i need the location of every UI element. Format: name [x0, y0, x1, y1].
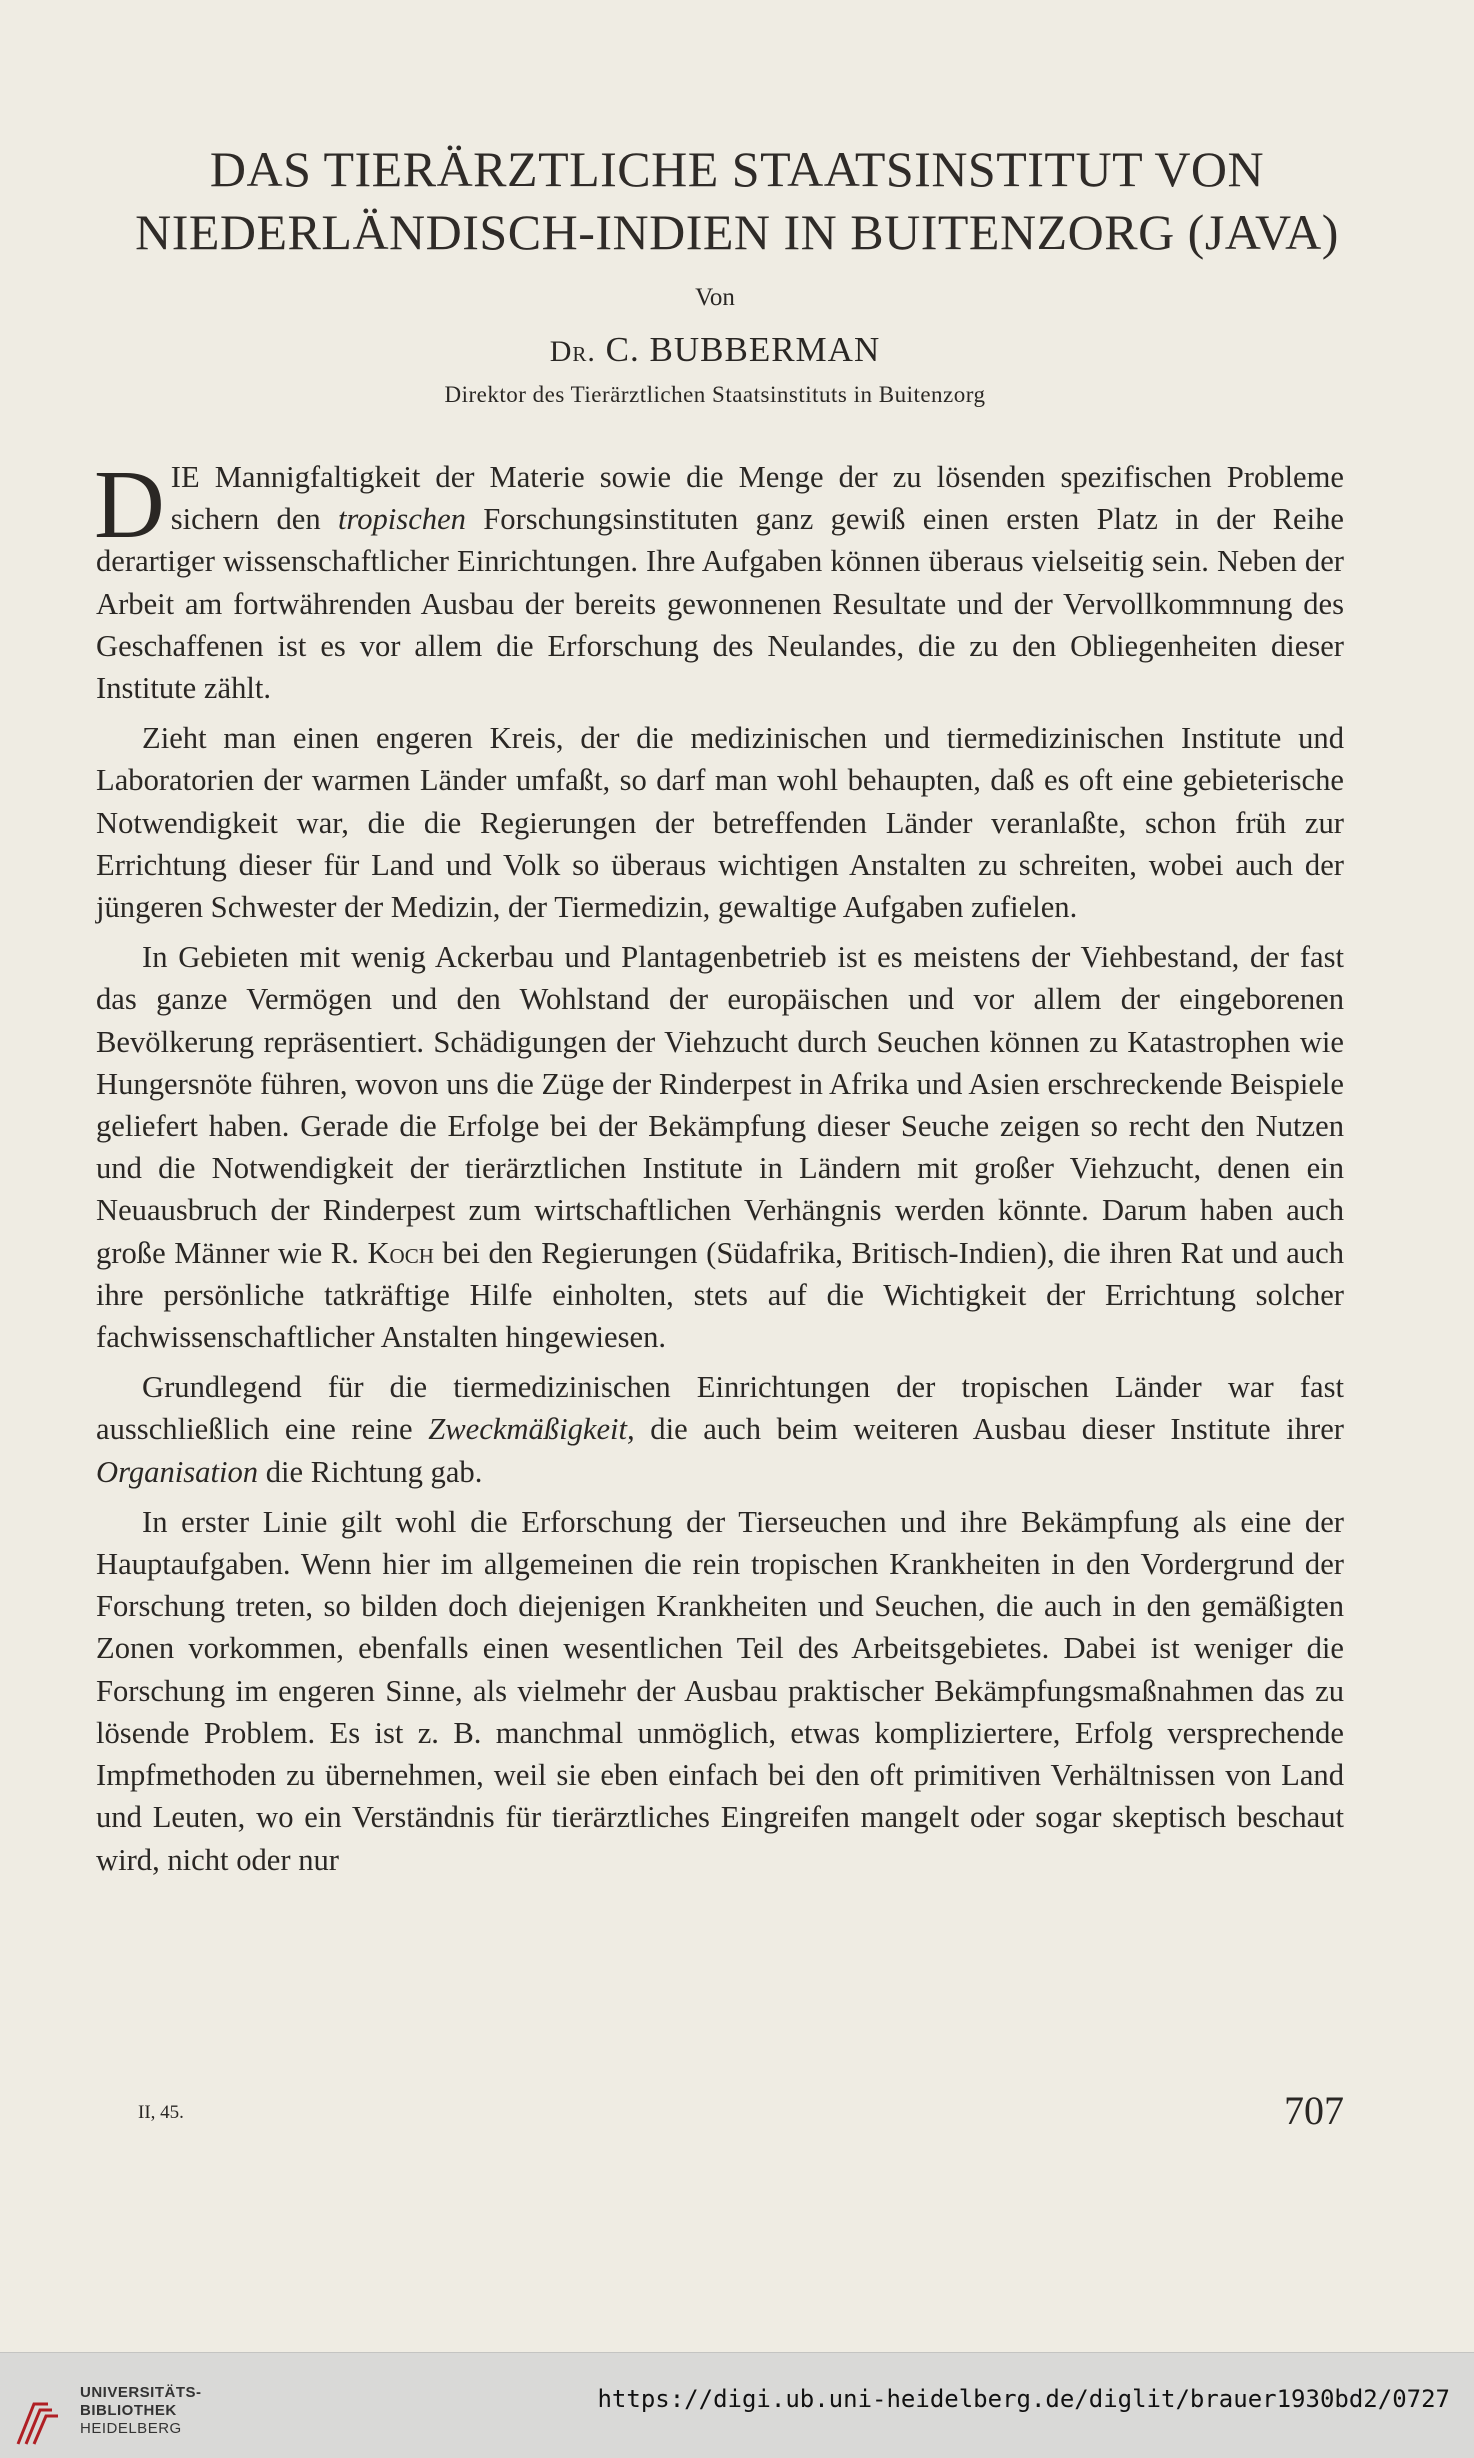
byline-von: Von — [695, 284, 735, 311]
paragraph-1-text-c: Forschungsinstituten ganz gewiß einen ersten Platz in der Reihe derartiger wissenschaftlicher Einrichtungen. Ihre Aufgaben können überaus vielseitig sein. Neben der Arbeit am fortwährenden Ausbau der bereits gewonnenen Resultate und der Vervollkommnung des Geschaffenen ist es vor allem die Erforschung des Neulandes, die zu den Obliegenheiten dieser Institute zählt. — [96, 502, 1344, 706]
paragraph-4-text-a: Grundlegend für die tiermedizinischen Einrichtungen der tropischen Länder war fast ausschließlich eine reine — [96, 1370, 1344, 1447]
drop-cap: D — [94, 451, 165, 559]
title-line-2: NIEDERLÄNDISCH-INDIEN IN BUITENZORG (JAVA) — [135, 204, 1339, 260]
article-body — [94, 451, 1344, 1881]
paragraph-1 — [94, 451, 1344, 709]
author-prefix: Dr. — [549, 335, 596, 368]
title-line-1: DAS TIERÄRZTLICHE STAATSINSTITUT VON — [209, 141, 1265, 197]
author-affiliation: Direktor des Tierärztlichen Staatsinstituts in Buitenzorg — [444, 382, 986, 407]
article-title — [80, 138, 1394, 264]
paragraph-2: Zieht man einen engeren Kreis, der die medizinischen und tiermedizinischen Institute und Laboratorien der warmen Länder umfaßt, so darf man wohl behaupten, daß es oft eine gebieterische Notwendigkeit war, die die Regierungen der betreffenden Länder veranlaßte, schon früh zur Errichtung dieser für Land und Volk so überaus wichtigen Anstalten zu schreiten, wobei auch der jüngeren Schwester der Medizin, der Tiermedizin, gewaltige Aufgaben zufielen. — [96, 721, 1344, 925]
library-name-line-1: UNIVERSITÄTS- — [80, 2384, 202, 2401]
paragraph-4-text-c: die auch beim weiteren Ausbau dieser Institute ihrer — [634, 1412, 1344, 1447]
author — [0, 330, 1430, 370]
paragraph-3-text-c: bei den Regierungen (Südafrika, Britisch-Indien), die ihren Rat und auch ihre persönliche tatkräftige Hilfe einholten, stets auf die Wichtigkeit der Errichtung solcher fachwissenschaftlicher Anstalten hingewiesen. — [96, 1235, 1344, 1355]
library-name[interactable] — [80, 2384, 202, 2438]
signature-mark: II, 45. — [138, 2102, 184, 2123]
library-name-line-2: BIBLIOTHEK — [80, 2402, 177, 2419]
library-name-line-3: HEIDELBERG — [80, 2420, 182, 2437]
permalink-url[interactable]: https://digi.ub.uni-heidelberg.de/diglit/brauer1930bd2/0727 — [597, 2385, 1450, 2413]
paragraph-5: In erster Linie gilt wohl die Erforschung der Tierseuchen und ihre Bekämpfung als eine der Hauptaufgaben. Wenn hier im allgemeinen die rein tropischen Krankheiten in den Vordergrund der Forschung treten, so bilden doch diejenigen Krankheiten und Seuchen, die auch in den gemäßigten Zonen vorkommen, ebenfalls einen wesentlichen Teil des Arbeitsgebietes. Dabei ist weniger die Forschung im engeren Sinne, als vielmehr der Ausbau praktischer Bekämpfungsmaßnahmen das zu lösende Problem. Es ist z. B. manchmal unmöglich, etwas kompliziertere, Erfolg versprechende Impfmethoden zu übernehmen, weil sie eben einfach bei den oft primitiven Verhältnissen von Land und Leuten, wo ein Verständnis für tierärztliches Eingreifen mangelt oder sogar skeptisch beschaut wird, nicht oder nur — [96, 1504, 1344, 1877]
paragraph-4 — [96, 1366, 1344, 1493]
emphasis-tropischen: tropischen — [337, 502, 466, 537]
page-number: 707 — [1284, 2088, 1344, 2133]
author-name: C. BUBBERMAN — [605, 330, 881, 369]
name-koch: Koch — [367, 1235, 434, 1270]
emphasis-zweckmaessigkeit: Zweckmäßigkeit, — [428, 1412, 635, 1447]
paragraph-3 — [96, 936, 1344, 1358]
library-logo-icon[interactable] — [14, 2398, 68, 2448]
emphasis-organisation: Organisation — [96, 1454, 259, 1489]
paragraph-3-text-a: In Gebieten mit wenig Ackerbau und Plantagenbetrieb ist es meistens der Viehbestand, der fast das ganze Vermögen und den Wohlstand der europäischen und vor allem der eingeborenen Bevölkerung repräsentiert. Schädigungen der Viehzucht durch Seuchen können zu Katastrophen wie Hungersnöte führen, wovon uns die Züge der Rinderpest in Afrika und Asien erschreckende Beispiele geliefert haben. Gerade die Erfolge bei der Bekämpfung dieser Seuche zeigen so recht den Nutzen und die Notwendigkeit der tierärztlichen Institute in Ländern mit großer Viehzucht, denen ein Neuausbruch der Rinderpest zum wirtschaftlichen Verhängnis werden könnte. Darum haben auch große Männer wie R. — [96, 940, 1344, 1270]
paragraph-1-text-a: IE Mannigfaltigkeit der Materie sowie die Menge der zu lösenden spezifischen Probleme sichern den — [170, 460, 1344, 537]
paragraph-4-text-e: die Richtung gab. — [258, 1454, 483, 1489]
